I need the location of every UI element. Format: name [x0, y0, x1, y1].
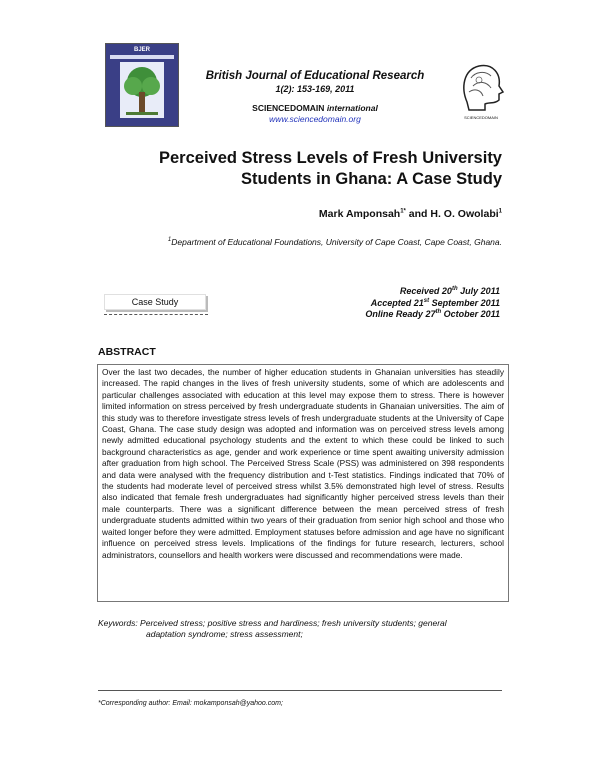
article-type-box	[104, 292, 208, 315]
abstract-text: Over the last two decades, the number of higher education students in Ghanaian universities has steadily increased. The rapid changes in the lives of fresh university students, some of which are adolescents and particular challenges associated with education at this level may expose them to stress. There is however limited information on stress perceived by fresh undergraduate students in Ghanaian universities. The aim of this study was to therefore investigate stress levels of fresh undergraduate students at the University of Cape Coast, Ghana. The case study design was adopted and information was on perceived stress levels among newly admitted educational psychology students and the extent to which these could be linked to such background characteristics as age, gender and work experience or time spent awaiting university admission after graduation from high school. The Perceived Stress Scale (PSS) was administered on 398 respondents and data were analysed with the frequency distribution and t-Test statistics. Findings indicated that 70% of the students had moderate level of perceived stress whilst 3.5% demonstrated high level of stress. Results also indicated that female fresh undergraduates had significantly higher perceived stress levels than their male counterparts. There was a significant difference between the mean perceived stress of fresh undergraduate students admitted within two years of their graduation from senior high school and those who waited longer before they were admitted. Employment statuses before admission and age have no significant influence on perceived stress levels. Implications of the findings for future research, lecturers, school administrators, counsellors and health workers were discussed and recommendations were made.	[102, 367, 504, 560]
received-suffix: th	[451, 286, 458, 292]
online-rest: October 2011	[441, 309, 500, 319]
affiliation-text: Department of Educational Foundations, University of Cape Coast, Cape Coast, Ghana.	[171, 237, 502, 247]
author-list	[319, 208, 502, 220]
keywords	[98, 618, 506, 640]
author-separator: and	[405, 208, 431, 220]
publisher-name	[190, 103, 440, 113]
corresponding-author-footnote: *Corresponding author: Email: mokamponsah@yahoo.com;	[98, 700, 283, 707]
cover-title: BJER	[133, 47, 150, 53]
publication-dates	[365, 286, 500, 321]
tree-icon	[120, 62, 164, 118]
author-2: H. O. Owolabi	[430, 208, 499, 220]
accepted-rest: September 2011	[429, 297, 500, 308]
online-label: Online Ready 27	[365, 309, 436, 319]
received-date	[365, 286, 500, 298]
article-type-label: Case Study	[104, 294, 206, 310]
publisher-name-suffix: international	[326, 103, 378, 113]
author-2-marker: 1	[498, 208, 502, 215]
journal-cover-thumbnail	[105, 43, 179, 127]
cover-subtitle-bar	[110, 55, 174, 59]
journal-volume: 1(2): 153-169, 2011	[275, 84, 355, 94]
received-rest: July 2011	[457, 286, 500, 296]
accepted-suffix: st	[423, 297, 430, 304]
abstract-heading: ABSTRACT	[98, 346, 156, 358]
accepted-date	[365, 298, 500, 310]
received-label: Received 20	[399, 286, 452, 296]
paper-title-line-1: Perceived Stress Levels of Fresh University	[158, 149, 502, 167]
journal-header	[190, 70, 440, 124]
keywords-line-1: Keywords: Perceived stress; positive stress and hardiness; fresh university students; general	[98, 618, 447, 628]
publisher-logo	[455, 58, 507, 120]
logo-caption: SCIENCEDOMAIN	[464, 115, 498, 120]
accepted-label: Accepted 21	[370, 297, 424, 308]
online-suffix: th	[435, 309, 442, 315]
head-profile-icon	[455, 58, 507, 112]
affiliation	[168, 237, 502, 247]
paper-title	[100, 148, 502, 190]
affiliation-marker: 1	[167, 237, 172, 244]
publisher-website-link[interactable]: www.sciencedomain.org	[269, 114, 361, 124]
author-1: Mark Amponsah	[318, 208, 401, 220]
abstract-box	[97, 364, 509, 602]
paper-title-line-2: Students in Ghana: A Case Study	[241, 170, 502, 188]
keywords-line-2: adaptation syndrome; stress assessment;	[146, 629, 303, 639]
journal-title: British Journal of Educational Research	[205, 70, 425, 82]
online-date	[365, 309, 500, 321]
author-1-marker: 1*	[400, 208, 406, 215]
publisher-name-main: SCIENCEDOMAIN	[252, 103, 325, 113]
footnote-divider	[98, 690, 502, 691]
